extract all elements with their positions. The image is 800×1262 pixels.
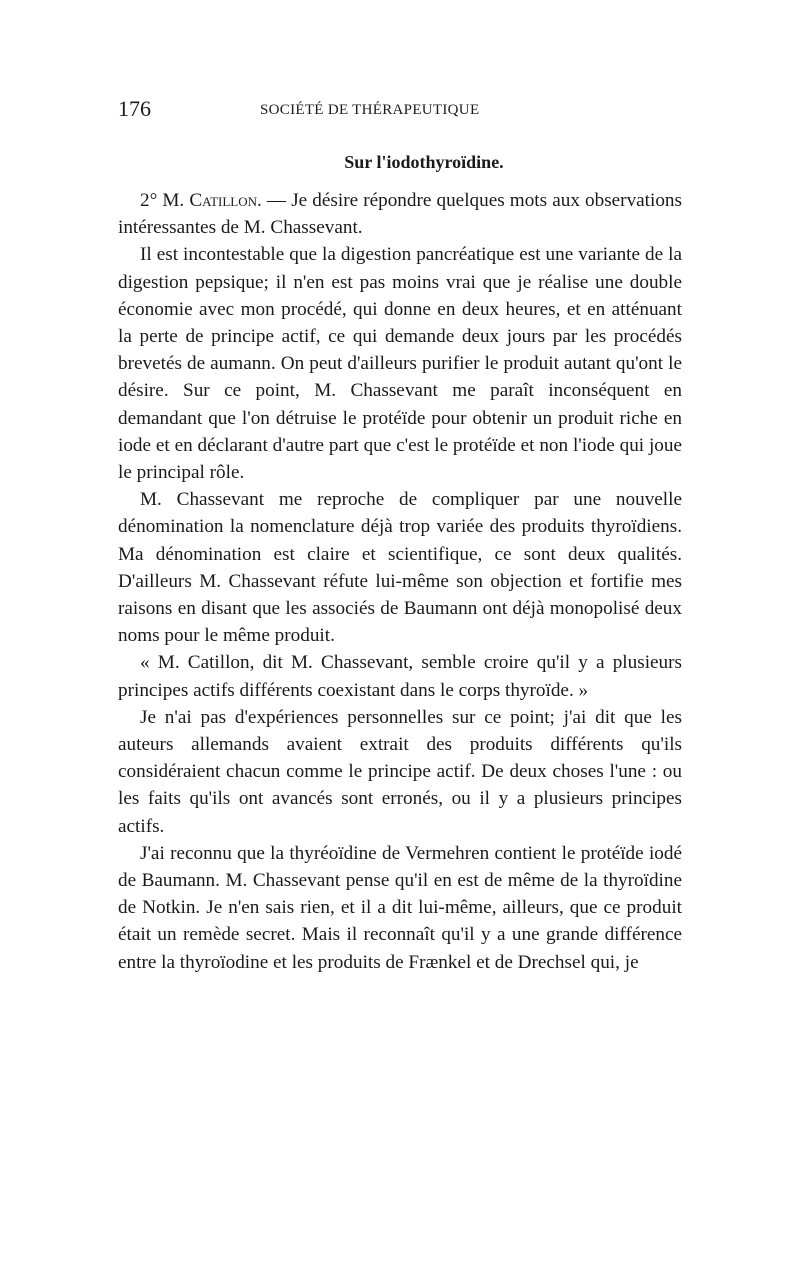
book-page (118, 96, 682, 976)
paragraph-1-text: . — Je désire répondre quelques mots aux observations intéressantes de M. Chassevant. (118, 190, 682, 239)
running-title: SOCIÉTÉ DE THÉRAPEUTIQUE (260, 102, 480, 118)
paragraph-1-lead: 2° M. (140, 190, 190, 211)
paragraph-5: Je n'ai pas d'expériences personnelles sur ce point; j'ai dit que les auteurs allemands avaient extrait des produits différents qu'ils considéraient chacun comme le principe actif. De deux choses l'une : ou les faits qu'ils ont avancés sont erronés, ou il y a plusieurs principes actifs. (118, 706, 682, 837)
paragraph-1 (118, 187, 682, 241)
section-title: Sur l'iodothyroïdine. (344, 152, 504, 172)
paragraph-4: « M. Catillon, dit M. Chassevant, semble croire qu'il y a plusieurs principes actifs différents coexistant dans le corps thyroïde. » (118, 652, 682, 701)
paragraph-6: J'ai reconnu que la thyréoïdine de Vermehren contient le protéïde iodé de Baumann. M. Chassevant pense qu'il en est de même de la thyroïdine de Notkin. Je n'en sais rien, et il a dit lui-même, ailleurs, que ce produit était un remède secret. Mais il reconnaît qu'il y a une grande différence entre la thyroïodine et les produits de Frænkel et de Drechsel qui, je (118, 842, 682, 973)
paragraph-3: M. Chassevant me reproche de compliquer par une nouvelle dénomination la nomenclature déjà trop variée des produits thyroïdiens. Ma dénomination est claire et scientifique, ce sont deux qualités. D'ailleurs M. Chassevant réfute lui-même son objection et fortifie mes raisons en disant que les associés de Baumann ont déjà monopolisé deux noms pour le même produit. (118, 489, 682, 647)
paragraph-2: Il est incontestable que la digestion pancréatique est une variante de la digestion pepsique; il n'en est pas moins vrai que je réalise une double économie avec mon procédé, qui donne en deux heures, et en atténuant la perte de principe actif, ce qui demande deux jours par les procédés brevetés de aumann. On peut d'ailleurs purifier le produit autant qu'ont le désire. Sur ce point, M. Chassevant me paraît inconséquent en demandant que l'on détruise le protéïde pour obtenir un produit riche en iode et en déclarant d'autre part que c'est le protéïde et non l'iode qui joue le principal rôle. (118, 244, 682, 484)
speaker-name: Catillon (189, 190, 258, 211)
page-number: 176 (118, 96, 151, 121)
running-head (118, 96, 682, 132)
